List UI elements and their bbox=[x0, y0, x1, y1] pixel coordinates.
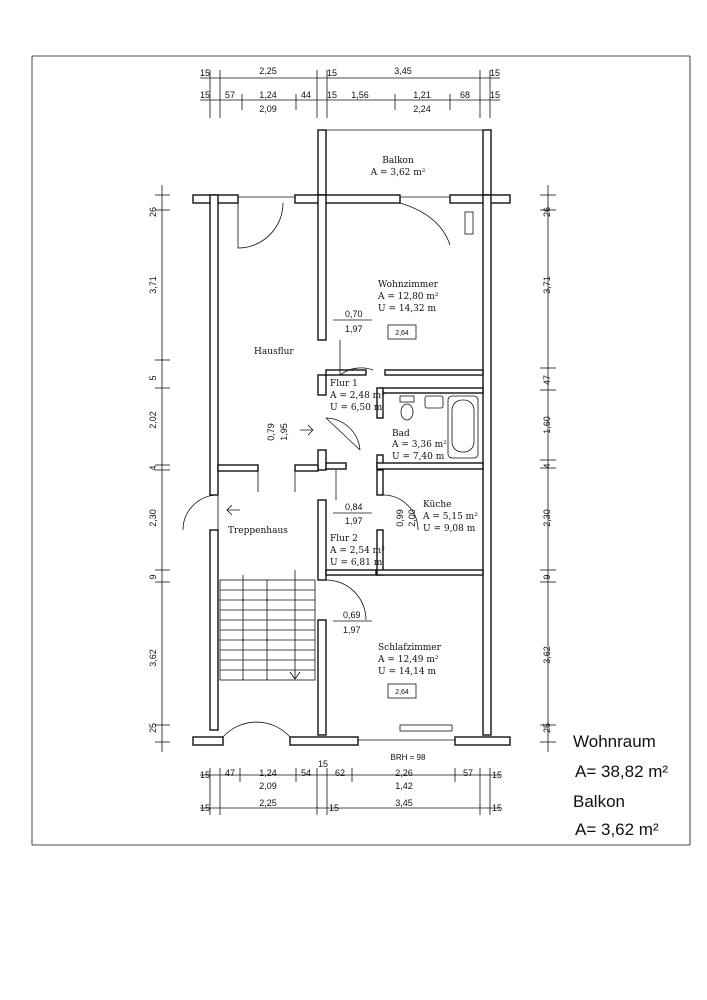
dim-top2-5: 15 bbox=[326, 90, 338, 100]
dim-left-7: 9 bbox=[148, 574, 158, 580]
dim-bot-5: 15 bbox=[317, 759, 329, 769]
kueche-door-height: 1,97 bbox=[345, 516, 363, 526]
room-flur1-area: A = 2,48 m² bbox=[330, 391, 385, 401]
room-flur2-perimeter: U = 6,81 m bbox=[330, 558, 383, 568]
top-dimension-lines bbox=[200, 66, 500, 118]
dim-top-3: 15 bbox=[326, 68, 338, 78]
kueche-window-height: 2,00 bbox=[407, 509, 417, 527]
room-flur2-name: Flur 2 bbox=[330, 534, 358, 544]
schlafzimmer-door-width: 0,69 bbox=[343, 610, 361, 620]
room-bad-name: Bad bbox=[392, 429, 410, 439]
radiator bbox=[465, 212, 473, 234]
dim-top2-3: 1,24 bbox=[259, 90, 277, 100]
inner-dim-2: 1,95 bbox=[279, 423, 289, 441]
dim-left-4: 2,02 bbox=[148, 411, 158, 429]
dim-bot2-4: 3,45 bbox=[395, 798, 413, 808]
walls bbox=[193, 130, 510, 745]
dim-bot2-2: 2,25 bbox=[259, 798, 277, 808]
room-wohnzimmer-area: A = 12,80 m² bbox=[378, 292, 439, 302]
room-schlafzimmer-perimeter: U = 14,14 m bbox=[378, 667, 437, 677]
inner-dim-1: 0,79 bbox=[266, 423, 276, 441]
dim-top2-10: 2,09 bbox=[259, 104, 277, 114]
room-bad-area: A = 3,36 m² bbox=[392, 440, 447, 450]
dim-right-9: 25 bbox=[542, 722, 552, 734]
dim-bot2-3: 15 bbox=[328, 803, 340, 813]
wohnzimmer-door-width: 0,70 bbox=[345, 309, 363, 319]
dim-bot-4: 54 bbox=[300, 768, 312, 778]
entrance-arrow-icon-2 bbox=[227, 505, 240, 515]
left-dimension-lines bbox=[148, 185, 170, 752]
dim-top2-11: 2,24 bbox=[413, 104, 431, 114]
dim-top-5: 15 bbox=[489, 68, 501, 78]
summary-wohnraum-value: A= 38,82 m² bbox=[575, 762, 669, 781]
dim-bot-3: 1,24 bbox=[259, 768, 277, 778]
staircase bbox=[220, 570, 315, 680]
dim-top2-4: 44 bbox=[300, 90, 312, 100]
room-wohnzimmer-perimeter: U = 14,32 m bbox=[378, 304, 437, 314]
summary-wohnraum-title: Wohnraum bbox=[573, 732, 656, 751]
summary-balkon-title: Balkon bbox=[573, 792, 625, 811]
dim-right-3: 47 bbox=[542, 374, 552, 386]
dim-bot-6: 62 bbox=[334, 768, 346, 778]
dim-bot2-5: 15 bbox=[491, 803, 503, 813]
dim-right-7: 9 bbox=[542, 574, 552, 580]
room-kueche-perimeter: U = 9,08 m bbox=[423, 524, 476, 534]
dim-top2-1: 15 bbox=[199, 90, 211, 100]
dim-bot2-1: 15 bbox=[199, 803, 211, 813]
kueche-window-width: 0,99 bbox=[395, 509, 405, 527]
schlafzimmer-height: 2,64 bbox=[395, 689, 409, 696]
dim-left-2: 3,71 bbox=[148, 276, 158, 294]
room-hausflur-name: Hausflur bbox=[254, 347, 294, 357]
dim-top2-2: 57 bbox=[224, 90, 236, 100]
right-dimension-lines bbox=[540, 185, 556, 752]
dim-top2-9: 15 bbox=[489, 90, 501, 100]
dim-top-1: 15 bbox=[199, 68, 211, 78]
dim-left-6: 2,30 bbox=[148, 509, 158, 527]
dim-right-8: 3,62 bbox=[542, 646, 552, 664]
summary-balkon-value: A= 3,62 m² bbox=[575, 820, 659, 839]
wohnzimmer-door-height: 1,97 bbox=[345, 324, 363, 334]
room-treppenhaus-name: Treppenhaus bbox=[228, 526, 288, 536]
schlafzimmer-door-height: 1,97 bbox=[343, 625, 361, 635]
room-schlafzimmer-name: Schlafzimmer bbox=[378, 643, 441, 653]
dim-top-2: 2,25 bbox=[259, 66, 277, 76]
dim-bot-8: 57 bbox=[462, 768, 474, 778]
dim-right-4: 1,60 bbox=[542, 416, 552, 434]
dim-left-5: 4 bbox=[148, 465, 158, 471]
entrance-arrow-icon bbox=[300, 425, 313, 435]
dim-top2-6: 1,56 bbox=[351, 90, 369, 100]
dim-right-5: 4 bbox=[542, 463, 552, 469]
room-flur2-area: A = 2,54 m² bbox=[330, 546, 385, 556]
dim-left-8: 3,62 bbox=[148, 649, 158, 667]
dim-bot-10: 2,09 bbox=[259, 781, 277, 791]
dim-bot-1: 15 bbox=[199, 770, 211, 780]
room-bad-perimeter: U = 7,40 m bbox=[392, 452, 445, 462]
room-balkon-area: A = 3,62 m² bbox=[370, 168, 426, 178]
kueche-door-width: 0,84 bbox=[345, 502, 363, 512]
dim-bot-11: 1,42 bbox=[395, 781, 413, 791]
wohnzimmer-height: 2,64 bbox=[395, 330, 409, 337]
dim-top2-8: 68 bbox=[459, 90, 471, 100]
dim-top-4: 3,45 bbox=[394, 66, 412, 76]
dim-right-2: 3,71 bbox=[542, 276, 552, 294]
dim-bot-9: 15 bbox=[491, 770, 503, 780]
dim-bot-7: 2,26 bbox=[395, 768, 413, 778]
room-flur1-perimeter: U = 6,50 m bbox=[330, 403, 383, 413]
dim-right-1: 26 bbox=[542, 206, 552, 218]
dim-left-3: 5 bbox=[148, 375, 158, 381]
dim-bot-2: 47 bbox=[224, 768, 236, 778]
dim-top2-7: 1,21 bbox=[413, 90, 431, 100]
room-balkon-name: Balkon bbox=[382, 156, 414, 166]
brh-label: BRH = 98 bbox=[390, 753, 426, 762]
dim-left-1: 26 bbox=[148, 206, 158, 218]
room-wohnzimmer-name: Wohnzimmer bbox=[378, 280, 438, 290]
room-schlafzimmer-area: A = 12,49 m² bbox=[378, 655, 439, 665]
room-kueche-area: A = 5,15 m² bbox=[423, 512, 478, 522]
room-kueche-name: Küche bbox=[423, 500, 452, 510]
bottom-dimension-lines bbox=[200, 759, 502, 815]
radiator-schlafzimmer bbox=[400, 725, 452, 731]
dim-right-6: 2,30 bbox=[542, 509, 552, 527]
dim-left-9: 25 bbox=[148, 722, 158, 734]
room-flur1-name: Flur 1 bbox=[330, 379, 358, 389]
